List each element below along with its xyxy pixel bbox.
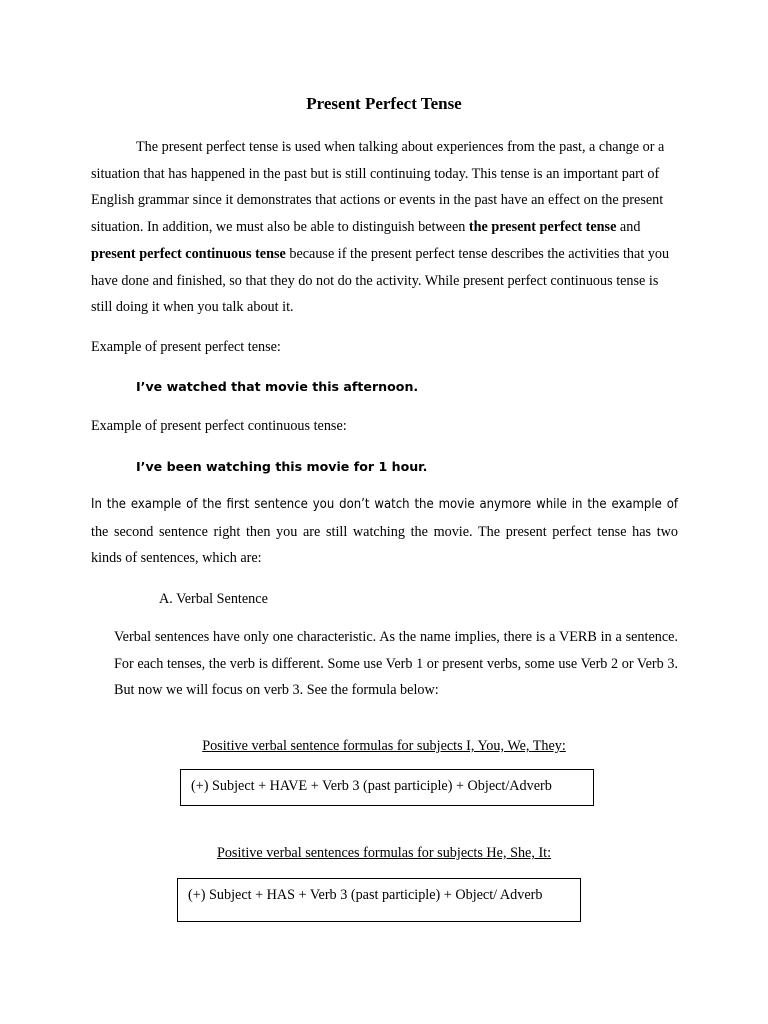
page-title: Present Perfect Tense xyxy=(306,94,462,113)
intro-text-2: and xyxy=(616,219,641,236)
intro-paragraph xyxy=(91,134,678,321)
formula-2-box: (+) Subject + HAS + Verb 3 (past participle) + Object/ Adverb xyxy=(177,878,581,922)
intro-bold-1: the present perfect tense xyxy=(468,219,617,236)
comparison-first-line: In the example of the first sentence you don’t watch the movie anymore while in the example of xyxy=(91,497,678,512)
formula-1-caption-text: Positive verbal sentence formulas for subjects I, You, We, They: xyxy=(202,738,566,754)
comparison-paragraph xyxy=(91,491,678,572)
intro-bold-2: present perfect continuous tense xyxy=(91,245,286,262)
section-a-heading: A. Verbal Sentence xyxy=(159,591,268,607)
intro-text-3: because if the present perfect tense describes the activities that you have done and finished, so that they do not do the activity. While present perfect continuous tense is still doing it when you talk about it. xyxy=(91,245,670,316)
formula-2-caption-text: Positive verbal sentences formulas for subjects He, She, It: xyxy=(216,845,552,861)
formula-2-caption xyxy=(0,843,768,863)
verbal-paragraph: Verbal sentences have only one characteristic. As the name implies, there is a VERB in a sentence. For each tenses, the verb is different. Some use Verb 1 or present verbs, some use Verb 2 or Verb 3. But now we will focus on verb 3. See the formula below: xyxy=(114,629,678,699)
formula-1-caption xyxy=(0,736,768,756)
intro-text-1: The present perfect tense is used when talking about experiences from the past, a change or a situation that has happened in the past but is still continuing today. This tense is an important part of English grammar since it demonstrates that actions or events in the past have an effect on the present situation. In addition, we must also be able to distinguish between xyxy=(91,139,665,236)
example-2-label: Example of present perfect continuous tense: xyxy=(91,418,347,434)
formula-1-box: (+) Subject + HAVE + Verb 3 (past participle) + Object/Adverb xyxy=(180,769,594,806)
example-2-sentence: I’ve been watching this movie for 1 hour. xyxy=(136,459,428,474)
example-1-sentence: I’ve watched that movie this afternoon. xyxy=(136,379,419,394)
example-1-label: Example of present perfect tense: xyxy=(91,339,281,355)
comparison-rest: the second sentence right then you are still watching the movie. The present perfect tense has two kinds of sentences, which are: xyxy=(91,523,678,567)
